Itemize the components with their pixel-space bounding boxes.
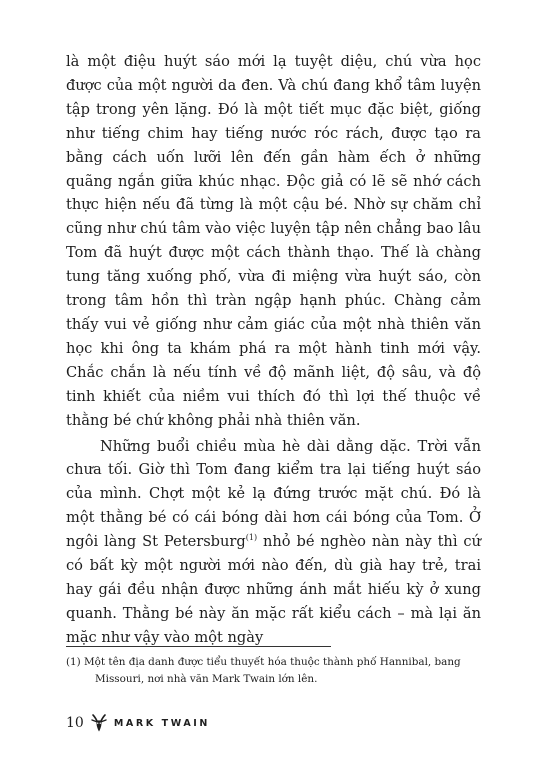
body-text	[66, 50, 481, 650]
page-footer	[66, 713, 210, 733]
footnote-divider	[66, 646, 331, 647]
footnote-text: (1) Một tên địa danh được tiểu thuyết hóa thuộc thành phố Hannibal, bang Missouri, nơi nhà văn Mark Twain lớn lên.	[66, 656, 461, 685]
paragraph-2-part-1: Những buổi chiều mùa hè dài dằng dặc. Trời vẫn chưa tối. Giờ thì Tom đang kiểm tra lại tiếng huýt sáo của mình. Chợt một kẻ lạ đứng trước mặt chú. Đó là một thằng bé có cái bóng dài hơn cái bóng của Tom. Ở ngôi làng St Petersburg	[66, 437, 481, 551]
goat-head-icon	[89, 713, 109, 733]
paragraph-1: là một điệu huýt sáo mới lạ tuyệt diệu, chú vừa học được của một người da đen. Và chú đang khổ tâm luyện tập trong yên lặng. Đó là một tiết mục đặc biệt, giống như tiếng chim hay tiếng nước róc rách, được tạo ra bằng cách uốn lưỡi lên đến gần hàm ếch ở những quãng ngắn giữa khúc nhạc. Độc giả có lẽ sẽ nhớ cách thực hiện nếu đã từng là một cậu bé. Nhờ sự chăm chỉ cũng như chú tâm vào việc luyện tập nên chẳng bao lâu Tom đã huýt được một cách thành thạo. Thế là chàng tung tăng xuống phố, vừa đi miệng vừa huýt sáo, còn trong tâm hồn thì tràn ngập hạnh phúc. Chàng cảm thấy vui vẻ giống như cảm giác của một nhà thiên văn học khi ông ta khám phá ra một hành tinh mới vậy. Chắc chắn là nếu tính về độ mãnh liệt, độ sâu, và độ tinh khiết của niềm vui thích đó thì lợi thế thuộc về thằng bé chứ không phải nhà thiên văn.	[66, 53, 481, 429]
paragraph-2-part-2: nhỏ bé nghèo nàn này thì cứ có bất kỳ một người mới nào đến, dù già hay trẻ, trai hay gái đều nhận được những ánh mắt hiếu kỳ ở xung quanh. Thằng bé này ăn mặc rất kiểu cách – mà lại ăn mặc như vậy vào một ngày	[66, 533, 481, 646]
page-number: 10	[66, 715, 84, 731]
author-name: MARK TWAIN	[113, 717, 210, 729]
footnote-marker: (1)	[245, 533, 258, 543]
footnote	[66, 654, 486, 688]
paragraph-2	[66, 435, 481, 650]
